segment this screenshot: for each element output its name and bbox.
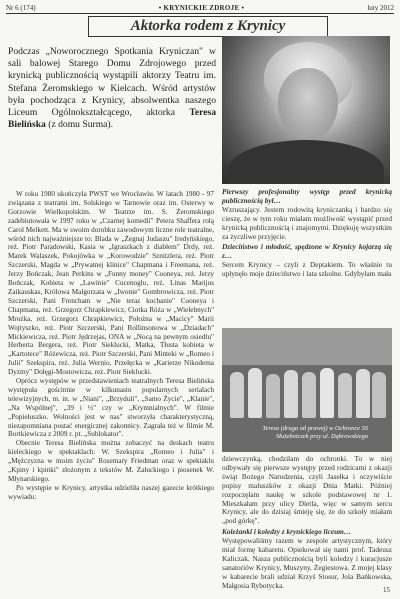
question-1: Pierwszy profesjonalny występ przed krynicką publicznością był… <box>222 187 392 205</box>
header-rule <box>6 13 394 14</box>
right-column-top <box>222 186 392 279</box>
article-title: Aktorka rodem z Krynicy <box>88 16 328 37</box>
answer-3: Występowaliśmy razem w zespole artystycznym, który miał formę kabaretu. Opiekował się nami prof. Tadeusz Kaliczak. Nasza publicznością byli koledzy i kuracjusze sanatoriów Krynicy, Muszyny, Żegiestowa. Z mojej klasy w kabarecie brali udział Krzyś Stosur, Jola Bańkowska, Małgosia Rybotycka. <box>222 536 392 590</box>
right-column-bottom <box>222 455 392 591</box>
photo-caption: Teresa (druga od prawej) w Ochronce SS Służebniczek przy ul. Dąbrowskiego <box>262 425 368 440</box>
kindergarten-photo <box>222 328 392 452</box>
child-figure <box>248 368 262 418</box>
answer-2-continued: dziewczynką, chodziłam do ochronki. To w niej odbywały się pierwsze występy przed rodzicami z okazji świąt Bożego Narodzenia, czyli Jasełka i oczywiście popisy maluszków z okazji Dnia Matki. Później rozpoczęłam naukę w szkole podstawowej nr 1. Mieszkałam przy ulicy Dietla, więc w samym sercu Krynicy, ale do dzisiaj śmieję się, że do szkoły miałam „pod górkę". <box>222 454 392 526</box>
child-figure <box>266 374 280 418</box>
child-figure <box>284 370 298 418</box>
issue-number: Nr 6 (174) <box>6 3 36 12</box>
child-figure <box>356 369 370 418</box>
lead-name: Teresa Bielińska <box>8 107 216 131</box>
child-figure <box>230 372 244 418</box>
portrait-face <box>278 68 338 140</box>
question-3: Koleżanki i koledzy z krynickiego liceum… <box>222 527 352 537</box>
lead-text-1: Podczas „Noworocznego Spotkania Kryniczan" w sali balowej Starego Domu Zdrojowego przed krynicką publicznością wystąpili aktorzy Teatru im. Stefana Żeromskiego w Kielcach. Wśród artystów była pochodząca z Krynicy, absolwentka naszego Liceum Ogólnokształcącego, aktorka <box>8 46 216 119</box>
newspaper-title: • KRYNICKIE ZDROJE • <box>158 3 245 12</box>
portrait-photo <box>222 36 390 184</box>
answer-1: Wzruszający. Jestem rodowitą kryniczanką i bardzo się cieszę, że w tym roku miałam możliwość wystąpić przed krynicką publicznością i znajomymi. Dziękuję wszystkim za życzliwe przyjęcie. <box>222 204 392 241</box>
article-lead <box>8 46 216 131</box>
issue-date: luty 2012 <box>367 3 394 12</box>
tv-roles-paragraph: Oprócz występów w przedstawieniach teatralnych Teresa Bielińska występuła gościnnie w kilkunastu popularnych serialach telewizyjnych, m. in. w „Niani", „Brzydulі", „Samo Życie", „Klanie", „Na Wspólnej", „39 i ½" czy w „Krymnialnych". W filmie „Popiełuszko. Wolności jest w nas" stworzyła charakterystyczną, niezapomniana postać energicznej zakonnicy. Zagrała też w filmie M. Bortkiewicza z 2009 r. pt. „Sublokator". <box>8 377 214 439</box>
portrait-shoulders <box>228 140 384 184</box>
lead-text-2: (z domu Surma). <box>45 119 114 131</box>
page-header <box>6 2 394 13</box>
page-number: 15 <box>383 586 390 594</box>
left-column <box>8 190 214 502</box>
question-2: Dzieciństwo i młodość, spędzone w Krynicy kojarzą się z… <box>222 242 392 261</box>
child-figure <box>320 368 334 418</box>
biography-paragraph: W roku 1980 ukończyła PWST we Wrocławiu. W latach 1980 - 97 związana z teatrami im. Solskiego w Tarnowie oraz im. Osterwy w Gorzowie Wielkopolskim. W Teatrze im. S. Żeromskiego zadebiutowała w 1997 roku w „Czarnej komedii" Petera Shaffera rolą Carol Melkett. Ma w swoim dorobku zawodowym liczne role teatralne, wśród nich najważniejsze to: Blada w „Żegnaj Judaszu" Iredyńskiego, reż. Piotr Paradowski, Kasia w „Igraszkach z diabłem" Drdy, reż. Marek Walaszek, Pokojówka w „Korowodzie" Sznitzlera, reż. Piotr Szczerski, Magda w „Prywatnej klinice" Chapmana i Freemana, reż. Jerzy Bończak, Jean Perkins w „Funny money" Cooneya, reż. Jerzy Bończak, Kobieta w „Lawinie" Cucenoglu, reż. Linas Marijus Zaikauskas, Królowa Małgorzata w „Iwonie" Gombrowicza, reż. Piotr Szczerski, Pani Frencham w „Nie teraz kochanie" Cooneya i Chapmana, reż. Grzegorz Chrapkiewicz, Ciotka Róża w „Wielebnych" Mrożka, reż. Grzegorz Chrapkiewicz, Położna w „Macicy" Marii Wojtyszko, reż. Piotr Szczerski, Pani Rollinsonowa w „Dziadach" Mickiewicza, reż. Piotr Jędrzejas, ONA w „Nocą na pewnym osiedlu" Herberta Bergera, reż. Piotr Sieklucki, Matka, Tłusta kobieta w „Kartotece" Różewicza, reż. Piotr Szczerski, Pani Minteki w „Romeo i Julii" Szekspira, reż. Julia Wernio, Przełęcka w „Karierze Nikodema Dyzmy" Dołęgi-Mostowicza, reż. Piotr Sieklucki. <box>8 190 214 377</box>
answer-2: Sercem Krynicy – czyli z Deptakiem. To właśnie tu upłynęło moje dzieciństwo i lata szkolne. Gdybyłam mała <box>222 260 392 279</box>
child-figure <box>338 373 352 418</box>
interview-intro-paragraph: Po występie w Krynicy, artystka udzieliła naszej gazecie krótkiego wywiadu: <box>8 483 214 501</box>
child-figure <box>302 372 316 418</box>
current-roles-paragraph: Obecnie Teresa Bielińska można zobaczyć na deskach teatru kieleckiego w spektaklach: W. Szekspira „Romeo i Julia" i „Mężczyzna w moim życiu" Rosemary Friedman oraz w spektaklu „Kpiny i kpinki" złożonym z tekstów M. Załuckiego i piosenek W. Młynarskiego. <box>8 439 214 483</box>
child-figure <box>372 372 386 418</box>
